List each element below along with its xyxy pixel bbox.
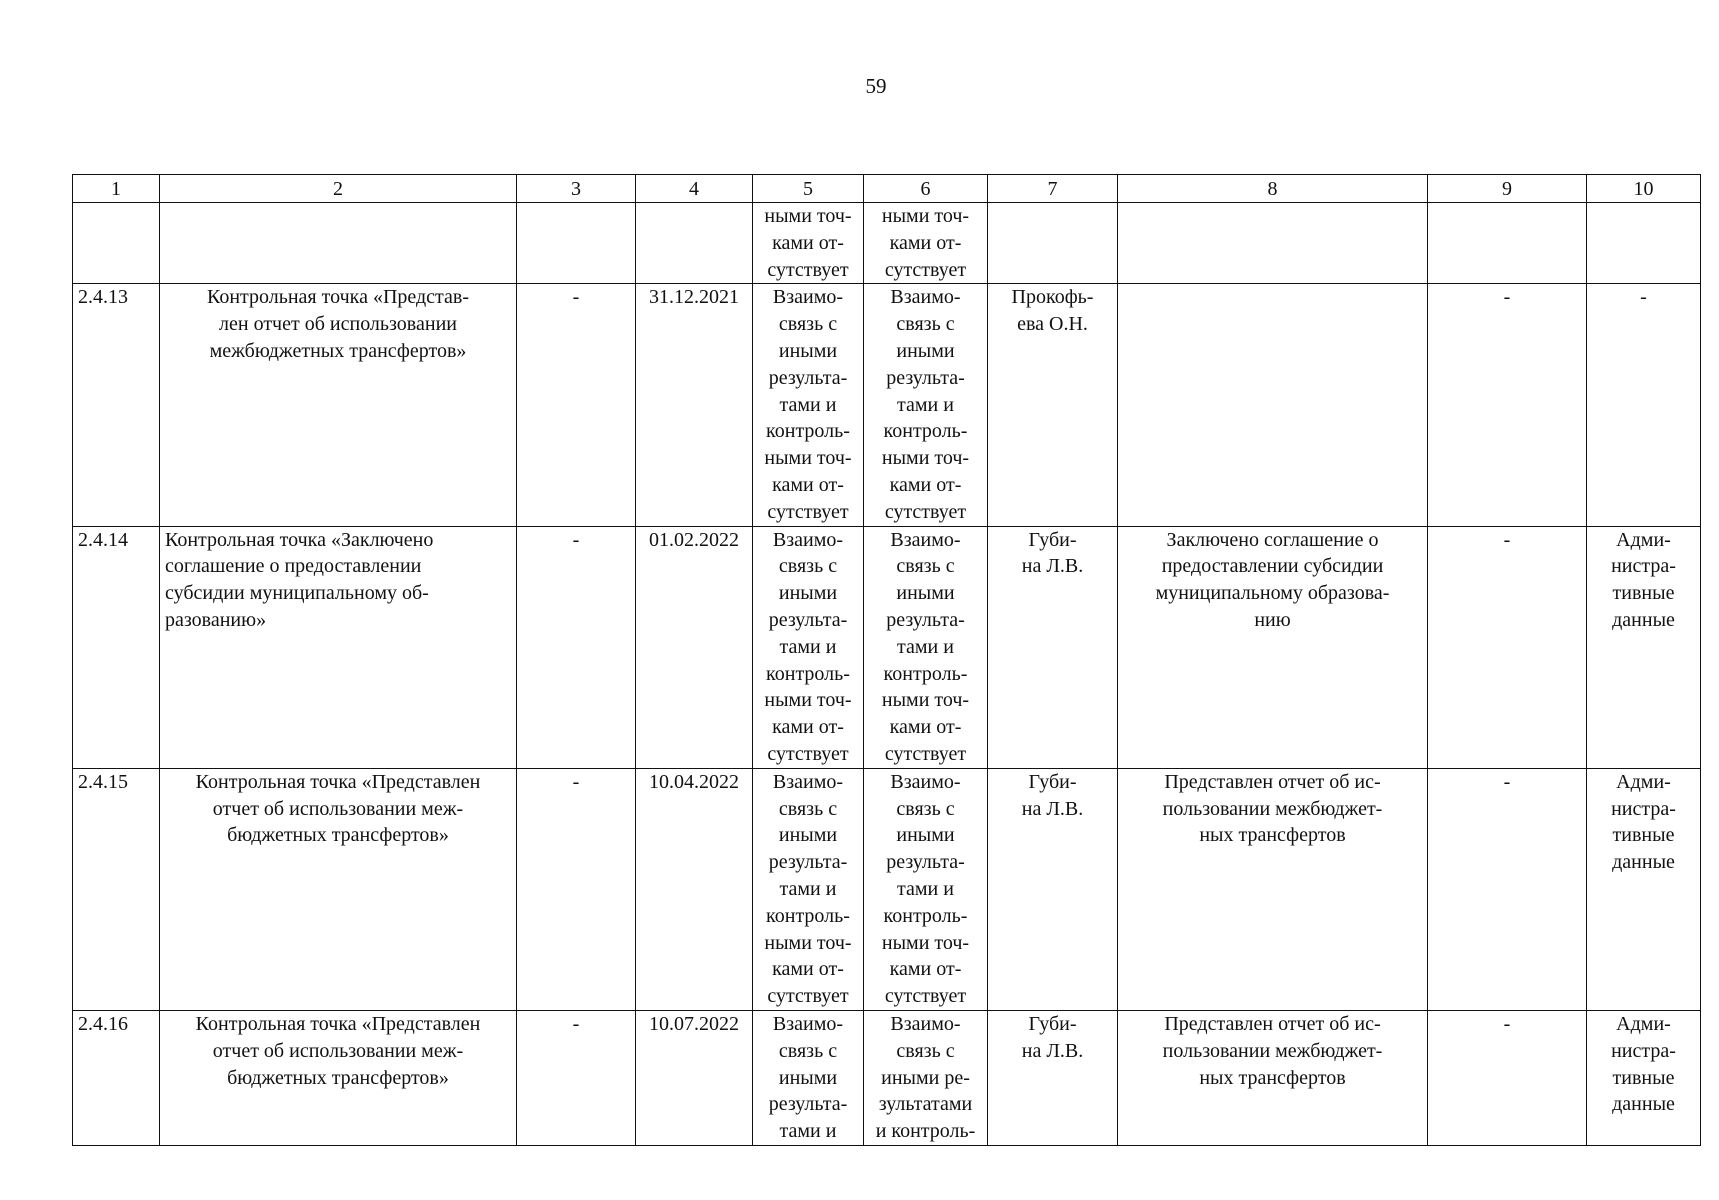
header-col-3: 3 [517, 175, 636, 203]
cell-date: 01.02.2022 [636, 526, 753, 768]
cell-responsible: Губи- на Л.В. [988, 1010, 1118, 1145]
table-row [73, 526, 1701, 768]
table-row [73, 1010, 1701, 1145]
cell-responsible: Губи- на Л.В. [988, 768, 1118, 1010]
cell-empty [988, 203, 1118, 284]
cell-col9: - [1428, 526, 1587, 768]
cell-number: 2.4.15 [73, 768, 160, 1010]
cell-responsible: Губи- на Л.В. [988, 526, 1118, 768]
cell-result [1118, 284, 1428, 526]
header-col-5: 5 [753, 175, 864, 203]
cell-col3: - [517, 284, 636, 526]
cell-relation-5: Взаимо- связь с иными результа- тами и контроль- ными точ- ками от- сутствует [753, 284, 864, 526]
cell-relation-6: ными точ- ками от- сутствует [864, 203, 988, 284]
table-row [73, 768, 1701, 1010]
cell-source: Адми- нистра- тивные данные [1587, 526, 1701, 768]
cell-relation-5: Взаимо- связь с иными результа- тами и контроль- ными точ- ками от- сутствует [753, 768, 864, 1010]
cell-relation-5: Взаимо- связь с иными результа- тами и контроль- ными точ- ками от- сутствует [753, 526, 864, 768]
cell-empty [1428, 203, 1587, 284]
cell-relation-5: ными точ- ками от- сутствует [753, 203, 864, 284]
cell-source: Адми- нистра- тивные данные [1587, 768, 1701, 1010]
table-row [73, 284, 1701, 526]
cell-result: Представлен отчет об ис- пользовании межбюджет- ных трансфертов [1118, 768, 1428, 1010]
header-col-9: 9 [1428, 175, 1587, 203]
cell-col9: - [1428, 1010, 1587, 1145]
cell-col3: - [517, 526, 636, 768]
cell-number: 2.4.16 [73, 1010, 160, 1145]
cell-result: Представлен отчет об ис- пользовании межбюджет- ных трансфертов [1118, 1010, 1428, 1145]
header-col-4: 4 [636, 175, 753, 203]
cell-number: 2.4.13 [73, 284, 160, 526]
header-col-1: 1 [73, 175, 160, 203]
cell-responsible: Прокофь- ева О.Н. [988, 284, 1118, 526]
cell-name: Контрольная точка «Заключено соглашение о предоставлении субсидии муниципальному об- разованию» [160, 526, 517, 768]
cell-number: 2.4.14 [73, 526, 160, 768]
cell-relation-6: Взаимо- связь с иными результа- тами и контроль- ными точ- ками от- сутствует [864, 284, 988, 526]
cell-empty [517, 203, 636, 284]
cell-col9: - [1428, 768, 1587, 1010]
cell-date: 10.07.2022 [636, 1010, 753, 1145]
cell-name: Контрольная точка «Представ- лен отчет об использовании межбюджетных трансфертов» [160, 284, 517, 526]
header-col-7: 7 [988, 175, 1118, 203]
cell-relation-6: Взаимо- связь с иными результа- тами и контроль- ными точ- ками от- сутствует [864, 768, 988, 1010]
cell-result: Заключено соглашение о предоставлении субсидии муниципальному образова- нию [1118, 526, 1428, 768]
cell-empty [1118, 203, 1428, 284]
cell-col9: - [1428, 284, 1587, 526]
cell-source: Адми- нистра- тивные данные [1587, 1010, 1701, 1145]
cell-date: 31.12.2021 [636, 284, 753, 526]
header-col-2: 2 [160, 175, 517, 203]
cell-empty [1587, 203, 1701, 284]
cell-source: - [1587, 284, 1701, 526]
header-col-8: 8 [1118, 175, 1428, 203]
cell-relation-6: Взаимо- связь с иными ре- зультатами и контроль- [864, 1010, 988, 1145]
cell-empty [160, 203, 517, 284]
cell-col3: - [517, 768, 636, 1010]
cell-col3: - [517, 1010, 636, 1145]
header-row [73, 175, 1701, 203]
cell-relation-5: Взаимо- связь с иными результа- тами и [753, 1010, 864, 1145]
control-points-table [72, 174, 1701, 1146]
cell-name: Контрольная точка «Представлен отчет об использовании меж- бюджетных трансфертов» [160, 1010, 517, 1145]
table-row-continuation [73, 203, 1701, 284]
cell-date: 10.04.2022 [636, 768, 753, 1010]
header-col-6: 6 [864, 175, 988, 203]
cell-empty [73, 203, 160, 284]
cell-empty [636, 203, 753, 284]
cell-name: Контрольная точка «Представлен отчет об использовании меж- бюджетных трансфертов» [160, 768, 517, 1010]
cell-relation-6: Взаимо- связь с иными результа- тами и контроль- ными точ- ками от- сутствует [864, 526, 988, 768]
page-number: 59 [865, 74, 887, 98]
header-col-10: 10 [1587, 175, 1701, 203]
